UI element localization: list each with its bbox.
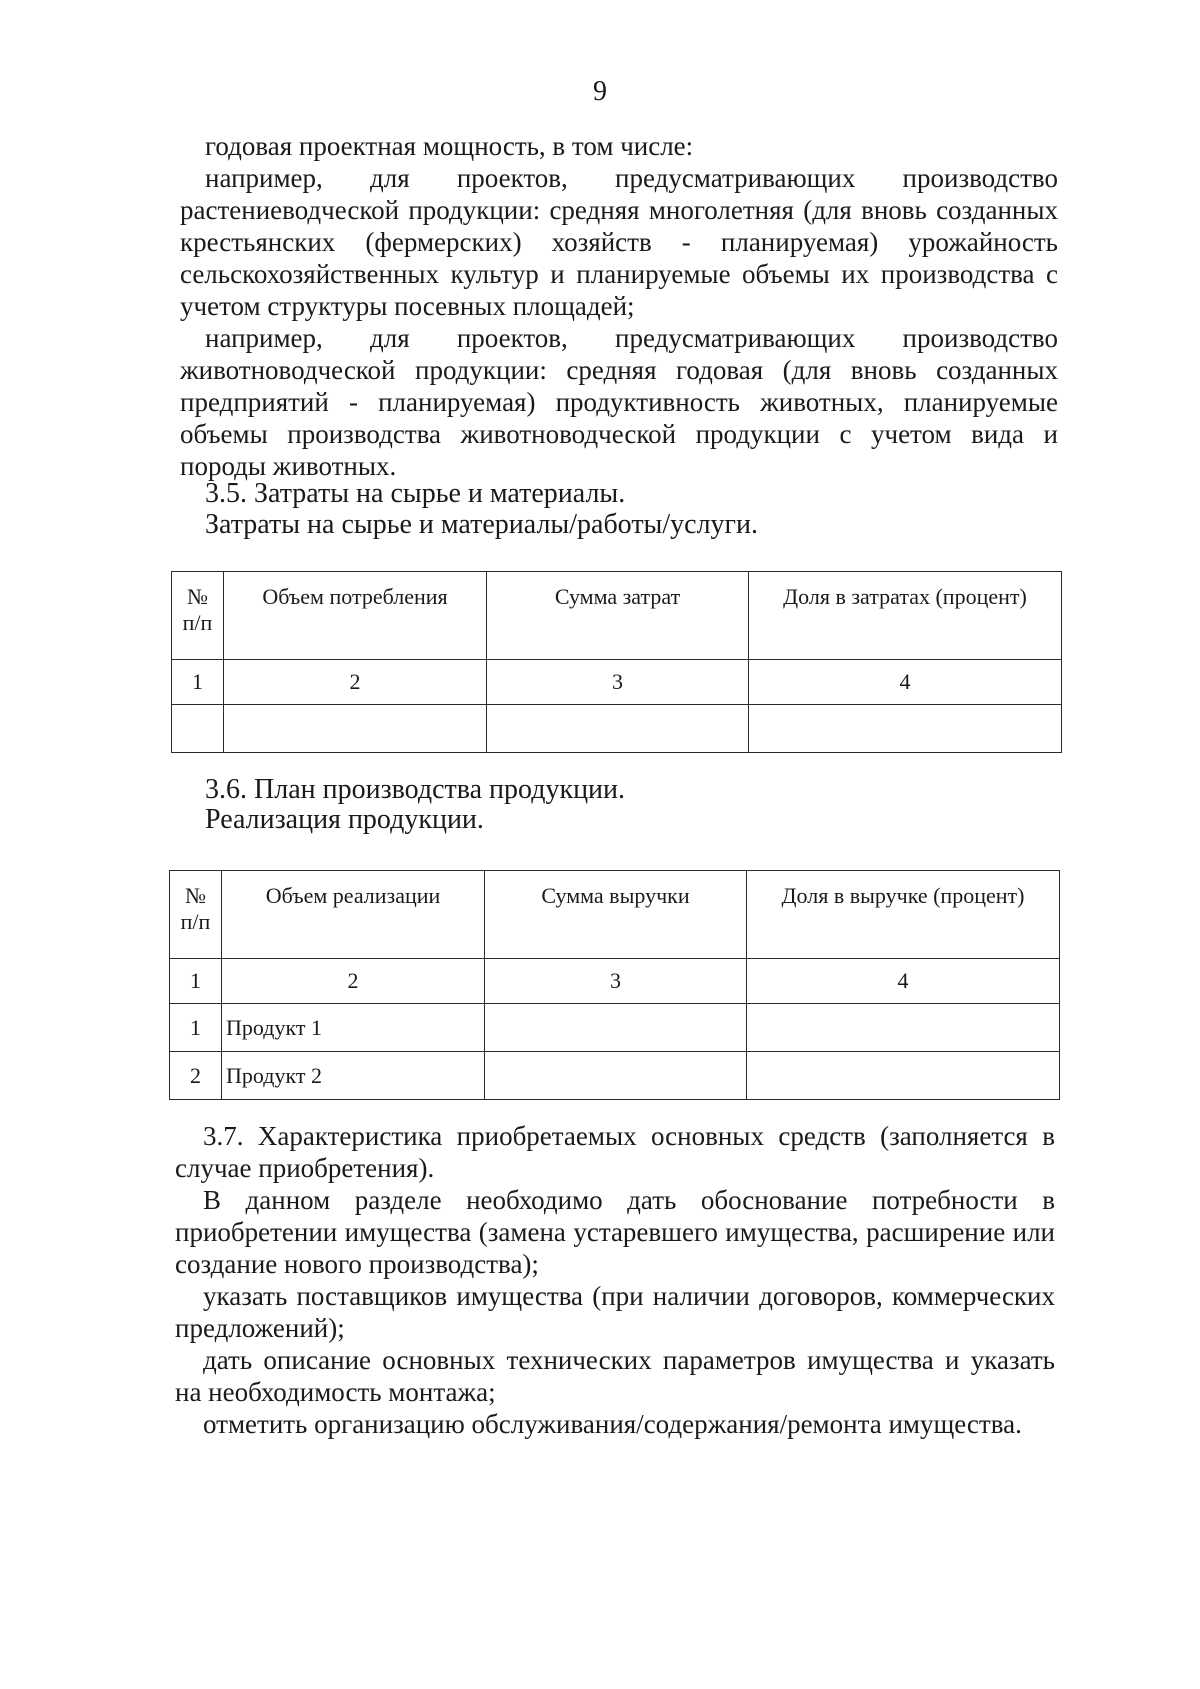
page-number: 9 bbox=[593, 76, 607, 107]
column-header: Доля в выручке (процент) bbox=[747, 871, 1060, 959]
table-row bbox=[172, 705, 1062, 753]
section-3-5-title: 3.5. Затраты на сырье и материалы. bbox=[205, 478, 626, 509]
section-3-6-title: 3.6. План производства продукции. bbox=[205, 774, 626, 805]
intro-text bbox=[180, 130, 1058, 482]
table-cell: 4 bbox=[747, 959, 1060, 1004]
table-header-row bbox=[170, 871, 1060, 959]
table-cell: Продукт 2 bbox=[222, 1052, 485, 1100]
table-row bbox=[170, 1052, 1060, 1100]
table-cell: 1 bbox=[170, 1004, 222, 1052]
table-cell: 2 bbox=[222, 959, 485, 1004]
table-cell: Продукт 1 bbox=[222, 1004, 485, 1052]
table-cell: 1 bbox=[170, 959, 222, 1004]
table-cell: 2 bbox=[224, 660, 487, 705]
section-3-7-title: 3.7. Характеристика приобретаемых основных средств (заполняется в случае приобретения). bbox=[175, 1121, 1055, 1183]
table-cell bbox=[747, 1052, 1060, 1100]
table-number-row bbox=[172, 660, 1062, 705]
paragraph: например, для проектов, предусматривающих производство растениеводческой продукции: средняя многолетняя (для вновь созданных крестьянских (фермерских) хозяйств - планируемая) урожайность сельскохозяйственных культур и планируемые объемы их производства с учетом структуры посевных площадей; bbox=[180, 163, 1058, 321]
table-cell bbox=[485, 1004, 747, 1052]
column-header: Объем реализации bbox=[222, 871, 485, 959]
paragraph: отметить организацию обслуживания/содержания/ремонта имущества. bbox=[203, 1409, 1022, 1439]
table-cell: 3 bbox=[487, 660, 749, 705]
column-header: № п/п bbox=[172, 572, 224, 660]
table-cell bbox=[485, 1052, 747, 1100]
paragraph: годовая проектная мощность, в том числе: bbox=[205, 131, 694, 161]
table-cell: 1 bbox=[172, 660, 224, 705]
sales-table bbox=[169, 870, 1060, 1100]
table-cell bbox=[224, 705, 487, 753]
section-3-6-subtitle: Реализация продукции. bbox=[205, 804, 484, 835]
table-cell bbox=[747, 1004, 1060, 1052]
costs-table bbox=[171, 571, 1062, 753]
table-cell: 3 bbox=[485, 959, 747, 1004]
table-header-row bbox=[172, 572, 1062, 660]
table-cell: 4 bbox=[749, 660, 1062, 705]
column-header: Объем потребления bbox=[224, 572, 487, 660]
paragraph: указать поставщиков имущества (при наличии договоров, коммерческих предложений); bbox=[175, 1281, 1055, 1343]
section-3-5-subtitle: Затраты на сырье и материалы/работы/услуги. bbox=[205, 509, 759, 540]
column-header: Сумма затрат bbox=[487, 572, 749, 660]
paragraph: В данном разделе необходимо дать обоснование потребности в приобретении имущества (замена устаревшего имущества, расширение или создание нового производства); bbox=[175, 1185, 1055, 1279]
column-header: № п/п bbox=[170, 871, 222, 959]
column-header: Доля в затратах (процент) bbox=[749, 572, 1062, 660]
table-cell: 2 bbox=[170, 1052, 222, 1100]
table-number-row bbox=[170, 959, 1060, 1004]
table-cell bbox=[172, 705, 224, 753]
table-cell bbox=[749, 705, 1062, 753]
paragraph: дать описание основных технических параметров имущества и указать на необходимость монтажа; bbox=[175, 1345, 1055, 1407]
column-header: Сумма выручки bbox=[485, 871, 747, 959]
paragraph: например, для проектов, предусматривающих производство животноводческой продукции: средняя годовая (для вновь созданных предприятий - планируемая) продуктивность животных, планируемые объемы производства животноводческой продукции с учетом вида и породы животных. bbox=[180, 323, 1058, 481]
section-3-7 bbox=[175, 1120, 1055, 1440]
table-row bbox=[170, 1004, 1060, 1052]
table-cell bbox=[487, 705, 749, 753]
